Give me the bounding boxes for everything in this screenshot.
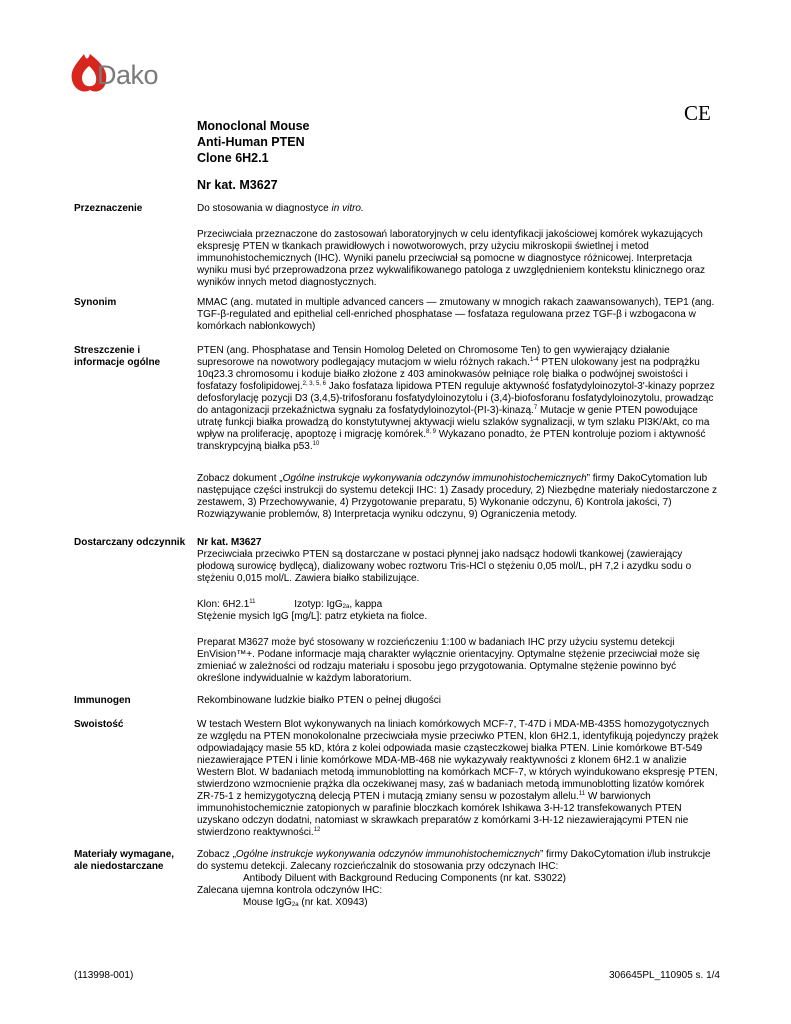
label-streszczenie: Streszczenie i informacje ogólne: [74, 345, 161, 368]
title-line-2: Anti-Human PTEN: [197, 135, 305, 149]
specificity-s2: W barwionych immunohistochemicznie zatopionych w parafinie bloczkach komórek Ishikawa 3-H-12 transfekowanych PTEN uzyskano odczyn dodatni, natomiast w skrawkach preparatów z komórkami 3-H-12 niezawierającymi PTEN nie stwierdzono reaktywności.: [197, 791, 689, 838]
label-swoistosc: Swoistość: [74, 719, 124, 730]
label-materialy: Materiały wymagane, ale niedostarczane: [74, 849, 175, 872]
immunogen-text: Rekombinowane ludzkie białko PTEN o pełnej długości: [197, 695, 442, 706]
label-synonim: Synonim: [74, 297, 117, 308]
section-materialy: [197, 849, 719, 909]
mouse-igg-sub: 2a: [291, 902, 299, 908]
mouse-igg-text: Mouse IgG: [243, 897, 292, 908]
section-dostarczany: [197, 537, 719, 685]
materials-a: Zobacz „: [197, 849, 236, 860]
ref-1: 1-4: [529, 357, 539, 363]
section-synonim: [197, 297, 719, 333]
brand-name: Dako: [97, 60, 159, 90]
section-immunogen: [197, 695, 719, 707]
specificity-s1: W testach Western Blot wykonywanych na liniach komórkowych MCF-7, T-47D i MDA-MB-435S homozygotycznych ze względu na PTEN monokolonalne przeciwciała mysie przeciwko PTEN, klon 6H2.1, identyfikują pojedynczy prążek odpowiadający masie 55 kD, która z kolei odpowiada masie cząsteczkowej białka PTEN. Linie komórkowe BT-549 niezawierające PTEN i linie komórkowe MDA-MB-468 nie wykazywały reaktywności z klonem 6H2.1 w analizie Western Blot. W badaniach metodą immunoblotting na komórkach MCF-7, w których wyindukowano ekspresję PTEN, stwierdzono wzmocnienie prążka dla oczekiwanej masy, zaś w badaniach metodą immunoblotting lizatów komórek ZR-75-1 z hemizygotyczną delecją PTEN i mutacją zmiany sensu w pozostałym allelu.: [197, 719, 719, 802]
label-immunogen: Immunogen: [74, 695, 131, 706]
materials-c: ” firmy DakoCytomation i/lub instrukcje do systemu detekcji. Zalecany rozcieńczalnik do stosowania przy odczynach IHC:: [197, 849, 711, 872]
negative-control-text: Zalecana ujemna kontrola odczynów IHC:: [197, 885, 383, 896]
summary-s1: PTEN (ang. Phosphatase and Tensin Homolog Deleted on Chromosome Ten) to gen wywierający działanie supresorowe na nowotwory podlegający mutacjom w wielu różnych rakach.: [197, 345, 670, 368]
mouse-igg-cat: (nr kat. X0943): [298, 897, 368, 908]
spec-ref-1: 11: [578, 791, 586, 797]
section-przeznaczenie: [197, 203, 719, 289]
summary-s3: Jako fosfataza lipidowa PTEN reguluje aktywność fosfatydyloinozytol-3'-kinazy poprzez defosforylację pozycji D3 (3,4,5)-trifosforanu fosfatydyloinozytolu i (3,4)-biofosforanu fosfatydyloinozytolu, prowadząc do antagonizacji przekaźnictwa sygnału za fosfatydyloinozytol-(PI-3)-kinazą.: [197, 381, 715, 416]
label-przeznaczenie: Przeznaczenie: [74, 203, 143, 214]
reagent-cat-no: Nr kat. M3627: [197, 537, 262, 548]
ref-5: 10: [312, 441, 320, 447]
ref-4: 8, 9: [426, 429, 437, 435]
isotype-sub: 2a: [342, 604, 350, 610]
ref-2: 2, 3, 5, 6: [302, 381, 326, 387]
product-title: [197, 118, 310, 166]
ref-3: 7: [533, 405, 538, 411]
footer-page-info: 306645PL_110905 s. 1/4: [608, 970, 720, 981]
catalog-number: Nr kat. M3627: [197, 178, 278, 192]
see-doc-title: Ogólne instrukcje wykonywania odczynów immunohistochemicznych: [282, 473, 587, 484]
isotype-kappa: , kappa: [349, 599, 383, 610]
ce-mark: CE: [684, 101, 711, 125]
section-swoistosc: [197, 719, 719, 839]
concentration-text: Stężenie mysich IgG [mg/L]: patrz etykieta na fiolce.: [197, 611, 428, 622]
title-line-3: Clone 6H2.1: [197, 151, 269, 165]
isotype-text: Izotyp: IgG: [294, 599, 343, 610]
intended-use-text: Do stosowania w diagnostyce: [197, 203, 332, 214]
clone-ref: 11: [249, 599, 256, 605]
diluent-text: Antibody Diluent with Background Reducing Components (nr kat. S3022): [243, 873, 566, 884]
summary-s2: PTEN ulokowany jest na podprążku 10q23.3 chromosomu i koduje białko złożone z 403 aminokwasów pełniące rolę białka o podwójnej swoistości i fosfatazy fosfolipidowej.: [197, 357, 700, 392]
intended-use-description: Przeciwciała przeznaczone do zastosowań laboratoryjnych w celu identyfikacji jakościowej komórek wykazujących ekspresję PTEN w tkankach prawidłowych i nowotworowych, przy użyciu mikroskopii świetlnej i metod immunohistochemicznych (IHC). Wyniki panelu przeciwciał są pomocne w diagnostyce różnicowej. Interpretacja wyniku musi być przeprowadzona przez wykwalifikowanego patologa z uwzględnieniem kontekstu klinicznego oraz wyników innych metod diagnostycznych.: [197, 229, 706, 288]
footer-doc-code: (113998-001): [74, 970, 134, 981]
spec-ref-2: 12: [313, 827, 321, 833]
reagent-description: Przeciwciała przeciwko PTEN są dostarczane w postaci płynnej jako nadsącz hodowli tkankowej (zawierający płodową surowicę bydlęcą), dializowany wobec roztworu Tris-HCl o stężeniu 0,05 mol/L, pH 7,2 i azydku sodu o stężeniu 0,015 mol/L. Zawiera białko stabilizujące.: [197, 549, 692, 584]
synonym-text: MMAC (ang. mutated in multiple advanced cancers — zmutowany w mnogich rakach zaawansowanych), TEP1 (ang. TGF-β-regulated and epithelial cell-enriched phosphatase — fosfataza regulowana przez TGF-β i wzbogacona w komórkach nabłonkowych): [197, 297, 715, 332]
label-dostarczany: Dostarczany odczynnik: [74, 537, 186, 548]
in-vitro-text: in vitro.: [331, 203, 364, 214]
clone-text: Klon: 6H2.1: [197, 599, 250, 610]
materials-doc-title: Ogólne instrukcje wykonywania odczynów immunohistochemicznych: [235, 849, 540, 860]
section-streszczenie: [197, 345, 719, 521]
title-line-1: Monoclonal Mouse: [197, 119, 310, 133]
dilution-text: Preparat M3627 może być stosowany w rozcieńczeniu 1:100 w badaniach IHC przy użyciu systemu detekcji EnVision™+. Podane informacje mają charakter wyłącznie orientacyjny. Optymalne stężenie przeciwciał może się zmieniać w zależności od rodzaju materiału i sposobu jego przygotowania. Optymalne stężenie powinno być określone indywidualnie w każdym laboratorium.: [197, 637, 700, 684]
see-doc-a: Zobacz dokument „: [197, 473, 283, 484]
summary-s4: Mutacje w genie PTEN powodujące utratę funkcji białka prowadzą do konstytutywnej aktywacji wielu szlaków sygnalizacji, w tym szlaku PI3K/Akt, co ma wpływ na proliferację, apoptozę i migrację komórek.: [197, 405, 710, 440]
summary-s5: Wykazano ponadto, że PTEN kontroluje poziom i aktywność transkrypcyjną białka p53.: [197, 429, 706, 452]
see-doc-c: ” firmy DakoCytomation lub następujące części instrukcji do systemu detekcji IHC: 1) Zasady procedury, 2) Niezbędne materiały niedostarczone z zestawem, 3) Przechowywanie, 4) Przygotowanie preparatu, 5) Wykonanie odczynu, 6) Kontrola jakości, 7) Rozwiązywanie problemów, 8) Interpretacja wyniku odczynu, 9) Ograniczenia metody.: [197, 473, 718, 520]
